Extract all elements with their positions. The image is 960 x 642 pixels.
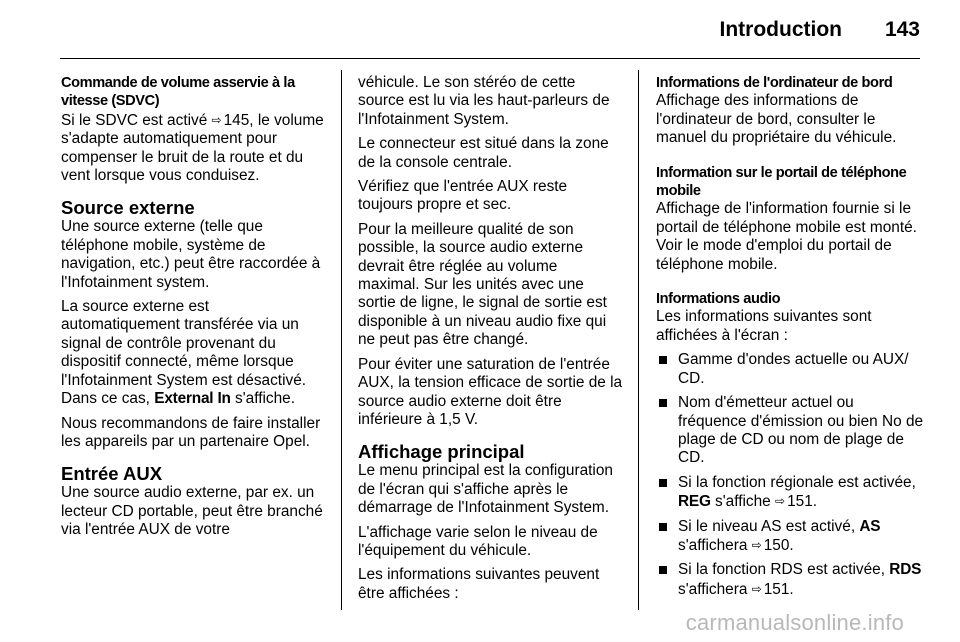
main-display-heading: Affichage principal: [358, 441, 525, 463]
aux-input-heading: Entrée AUX: [61, 463, 163, 485]
column-divider-1: [341, 70, 342, 610]
trip-computer-heading: Informations de l'ordinateur de bord: [656, 75, 893, 91]
square-bullet-icon: [659, 523, 667, 531]
page-number: 143: [884, 18, 920, 41]
sdvc-heading: Commande de volume asservie à la vitesse (SDVC): [61, 75, 295, 110]
column-2: [358, 74, 623, 609]
clean-paragraph: Vérifiez que l'entrée AUX reste toujours propre et sec.: [358, 178, 568, 214]
audio-info-heading: Informations audio: [656, 291, 781, 308]
column-divider-2: [638, 70, 639, 610]
main-display-paragraph-2: L'affichage varie selon le niveau de l'équipement du véhicule.: [358, 523, 598, 559]
list-item: Si la fonction régionale est activée, REG s'affiche ⇨ 151.: [656, 474, 924, 512]
aux-input-paragraph: Une source audio externe, par ex. un lecteur CD portable, peut être branché via l'entrée AUX de votre: [61, 484, 323, 539]
list-item: Gamme d'ondes actuelle ou AUX/ CD.: [656, 351, 924, 388]
external-source-paragraph-2: La source externe est automatiquement transférée via un signal de contrôle provenant du dispositif connecté, même lorsque l'Infotainment System est désactivé. Dans ce cas, External In s'affiche.: [61, 298, 307, 408]
audio-info-paragraph: Les informations suivantes sont affichées à l'écran :: [656, 308, 872, 344]
page-reference-link[interactable]: 151.: [787, 493, 818, 511]
quality-paragraph: Pour la meilleure qualité de son possible, la source audio externe devrait être réglée au volume maximal. Sur les unités avec une sortie de ligne, le signal de sortie est disponible à un niveau audio fixe qui ne peut pas être changé.: [358, 220, 607, 349]
saturation-paragraph: Pour éviter une saturation de l'entrée AUX, la tension efficace de sortie de la source audio externe doit être inférieure à 1,5 V.: [358, 355, 623, 428]
external-source-heading: Source externe: [61, 197, 195, 219]
external-source-paragraph-1: Une source externe (telle que téléphone mobile, système de navigation, etc.) peut être raccordée à l'Infotainment system.: [61, 218, 321, 291]
watermark: carmanualsonline.info: [685, 610, 904, 635]
external-source-paragraph-3: Nous recommandons de faire installer les appareils par un partenaire Opel.: [61, 414, 321, 450]
page-title: Introduction: [719, 18, 842, 41]
square-bullet-icon: [659, 356, 667, 364]
column-1: [61, 74, 327, 546]
header-divider: [60, 58, 920, 59]
sdvc-paragraph: Si le SDVC est activé ⇨ 145, le volume s'adapte automatiquement pour compenser le bruit de la route et du vent lorsque vous conduisez.: [61, 111, 324, 185]
square-bullet-icon: [659, 566, 667, 574]
page-ref-arrow-icon: ⇨: [751, 581, 762, 596]
page-ref-arrow-icon: ⇨: [211, 112, 222, 127]
rds-label: RDS: [889, 561, 922, 579]
page-ref-arrow-icon: ⇨: [751, 537, 762, 552]
external-in-label: External In: [154, 390, 231, 408]
page-reference-link[interactable]: 150.: [763, 536, 794, 554]
phone-portal-paragraph: Affichage de l'information fournie si le portail de téléphone mobile est monté. Voir le mode d'emploi du portail de téléphone mobile.: [656, 200, 917, 273]
as-label: AS: [859, 517, 881, 535]
square-bullet-icon: [659, 479, 667, 487]
page-ref-arrow-icon: ⇨: [775, 494, 786, 509]
connector-paragraph: Le connecteur est situé dans la zone de la console centrale.: [358, 135, 609, 171]
aux-paragraph-continued: véhicule. Le son stéréo de cette source est lu via les haut-parleurs de l'Infotainment System.: [358, 74, 610, 128]
page-header: [60, 14, 920, 48]
reg-label: REG: [678, 493, 711, 511]
square-bullet-icon: [659, 399, 667, 407]
audio-info-list: [656, 351, 924, 599]
phone-portal-heading: Information sur le portail de téléphone mobile: [656, 164, 907, 200]
column-3: [656, 74, 924, 605]
page-reference-link[interactable]: 145: [223, 111, 250, 129]
list-item: Si le niveau AS est activé, AS s'affichera ⇨ 150.: [656, 518, 924, 556]
list-item: Si la fonction RDS est activée, RDS s'affichera ⇨ 151.: [656, 561, 924, 599]
list-item: Nom d'émetteur actuel ou fréquence d'émission ou bien No de plage de CD ou nom de plage de CD.: [656, 394, 924, 468]
main-display-paragraph-3: Les informations suivantes peuvent être affichées :: [358, 566, 600, 602]
page-reference-link[interactable]: 151.: [763, 580, 794, 598]
trip-computer-paragraph: Affichage des informations de l'ordinateur de bord, consulter le manuel du propriétaire du véhicule.: [656, 92, 897, 147]
main-display-paragraph-1: Le menu principal est la configuration de l'écran qui s'affiche après le démarrage de l'Infotainment System.: [358, 462, 613, 517]
